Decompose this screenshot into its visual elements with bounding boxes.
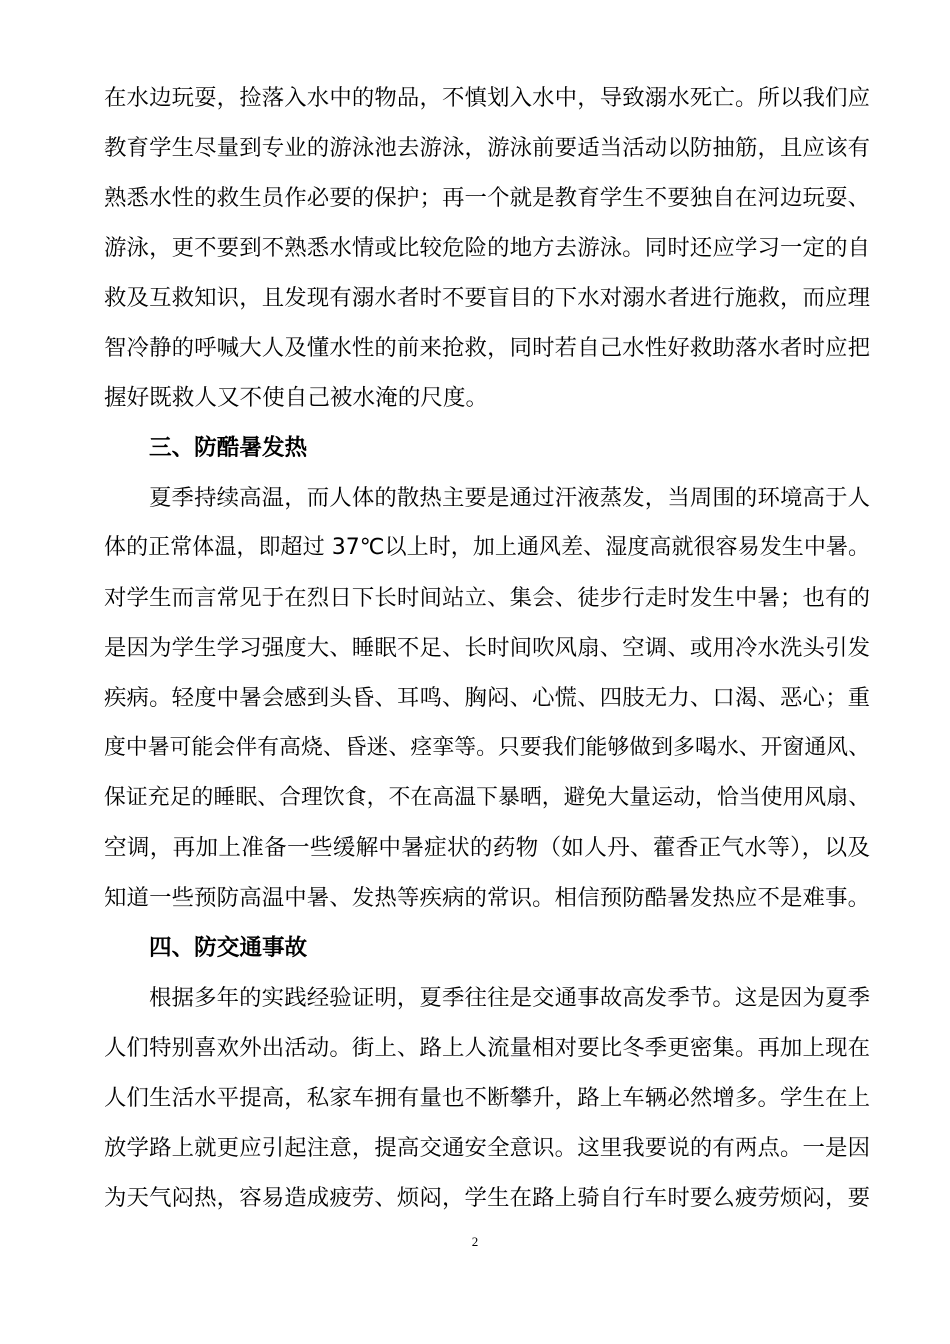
text-line: 空调，再加上准备一些缓解中暑症状的药物（如人丹、藿香正气水等），以及 bbox=[104, 835, 870, 861]
text-line: 人们生活水平提高，私家车拥有量也不断攀升，路上车辆必然增多。学生在上 bbox=[104, 1085, 870, 1111]
text-line: 握好既救人又不使自己被水淹的尺度。 bbox=[104, 385, 489, 411]
text-line: 熟悉水性的救生员作必要的保护；再一个就是教育学生不要独自在河边玩耍、 bbox=[104, 185, 870, 211]
document-body bbox=[104, 73, 870, 1223]
section-heading: 三、防酷暑发热 bbox=[149, 435, 308, 461]
text-line: 智冷静的呼喊大人及懂水性的前来抢救，同时若自己水性好救助落水者时应把 bbox=[104, 335, 870, 361]
text-line: 放学路上就更应引起注意，提高交通安全意识。这里我要说的有两点。一是因 bbox=[104, 1135, 870, 1161]
text-line: 根据多年的实践经验证明，夏季往往是交通事故高发季节。这是因为夏季 bbox=[149, 985, 870, 1011]
text-line: 度中暑可能会伴有高烧、昏迷、痉挛等。只要我们能够做到多喝水、开窗通风、 bbox=[104, 735, 870, 760]
page-number: 2 bbox=[471, 1234, 479, 1249]
text-line: 救及互救知识，且发现有溺水者时不要盲目的下水对溺水者进行施救，而应理 bbox=[104, 285, 870, 311]
text-line: 游泳，更不要到不熟悉水情或比较危险的地方去游泳。同时还应学习一定的自 bbox=[104, 235, 870, 261]
text-line: 为天气闷热，容易造成疲劳、烦闷，学生在路上骑自行车时要么疲劳烦闷，要 bbox=[104, 1185, 870, 1211]
text-line: 保证充足的睡眠、合理饮食，不在高温下暴晒，避免大量运动，恰当使用风扇、 bbox=[104, 785, 870, 810]
text-line: 疾病。轻度中暑会感到头昏、耳鸣、胸闷、心慌、四肢无力、口渴、恶心；重 bbox=[104, 685, 870, 711]
text-line: 在水边玩耍，捡落入水中的物品，不慎划入水中，导致溺水死亡。所以我们应 bbox=[104, 85, 870, 111]
text-line: 对学生而言常见于在烈日下长时间站立、集会、徒步行走时发生中暑；也有的 bbox=[104, 585, 870, 611]
text-line: 是因为学生学习强度大、睡眠不足、长时间吹风扇、空调、或用冷水洗头引发 bbox=[104, 635, 870, 661]
text-line: 知道一些预防高温中暑、发热等疾病的常识。相信预防酷暑发热应不是难事。 bbox=[104, 885, 870, 911]
section-heading: 四、防交通事故 bbox=[149, 935, 308, 961]
text-line: 体的正常体温，即超过 37℃以上时，加上通风差、湿度高就很容易发生中暑。 bbox=[104, 535, 870, 560]
text-line: 教育学生尽量到专业的游泳池去游泳，游泳前要适当活动以防抽筋，且应该有 bbox=[104, 135, 870, 161]
text-line: 人们特别喜欢外出活动。街上、路上人流量相对要比冬季更密集。再加上现在 bbox=[104, 1035, 870, 1061]
text-line: 夏季持续高温，而人体的散热主要是通过汗液蒸发，当周围的环境高于人 bbox=[149, 485, 870, 511]
